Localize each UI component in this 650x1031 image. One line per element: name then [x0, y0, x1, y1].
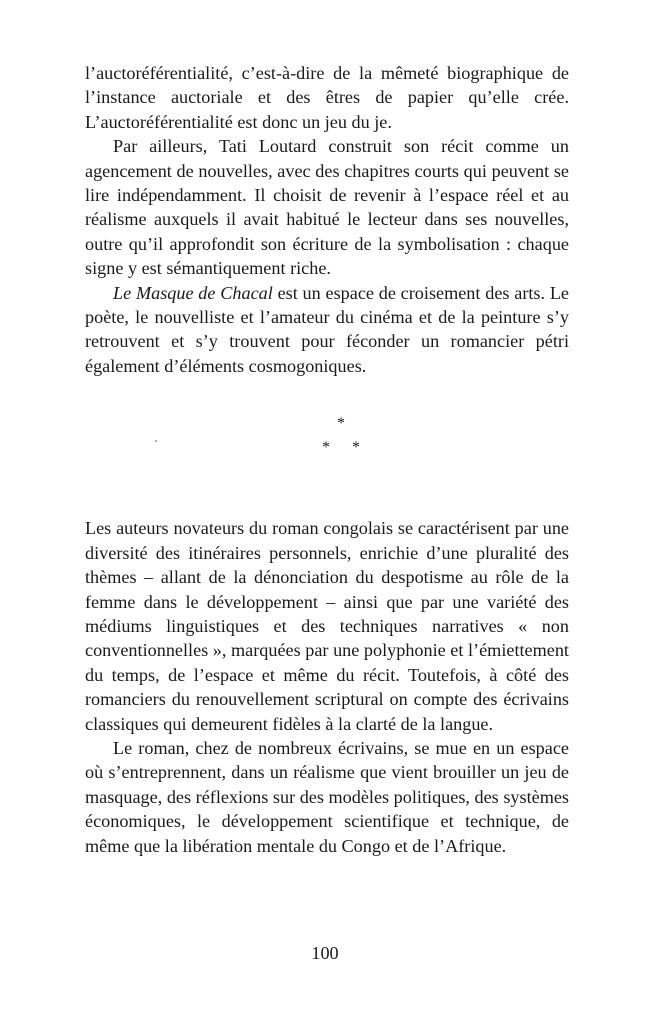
page-body	[85, 61, 569, 858]
paragraph-2: Par ailleurs, Tati Loutard construit son récit comme un agencement de nouvelles, avec des chapitres courts qui peuvent se lire indépendamment. Il choisit de revenir à l’espace réel et au réalisme auxquels il avait habitué le lecteur dans ses nouvelles, outre qu’il approfondit son écriture de la symbolisation : chaque signe y est sémantiquement riche.	[85, 136, 569, 279]
asterisk-right: *	[352, 439, 360, 457]
paper-speck	[155, 440, 157, 442]
paragraph-5: Le roman, chez de nombreux écrivains, se mue en un espace où s’entreprennent, dans un réalisme que vient brouiller un jeu de masquage, des réflexions sur des modèles politiques, des systèmes économiques, le développement scientifique et technique, de même que la libération mentale du Congo et de l’Afrique.	[85, 737, 569, 856]
section-separator	[85, 412, 569, 488]
paragraph-3	[85, 281, 569, 379]
asterisk-top: *	[337, 415, 345, 433]
page-number: 100	[311, 943, 339, 963]
asterisk-left: *	[322, 439, 330, 457]
paragraph-1: l’auctoréférentialité, c’est-à-dire de la mêmeté biographique de l’instance auctoriale et des êtres de papier qu’elle crée. L’auctoréférentialité est donc un jeu du je.	[85, 63, 569, 132]
paragraph-3-text: est un espace de croisement des arts. Le poète, le nouvelliste et l’amateur du cinéma et de la peinture s’y retrouvent et s’y trouvent pour féconder un romancier pétri également d’éléments cosmogoniques.	[85, 282, 569, 376]
book-title: Le Masque de Chacal	[113, 282, 273, 303]
paragraph-4: Les auteurs novateurs du roman congolais se caractérisent par une diversité des itinéraires personnels, enrichie d’une pluralité des thèmes – allant de la dénonciation du despotisme au rôle de la femme dans le développement – ainsi que par une variété des médiums linguistiques et des techniques narratives « non conventionnelles », marquées par une polyphonie et l’émiettement du temps, de l’espace et même du récit. Toutefois, à côté des romanciers du renouvellement scriptural on compte des écrivains classiques qui demeurent fidèles à la clarté de la langue.	[85, 518, 569, 734]
